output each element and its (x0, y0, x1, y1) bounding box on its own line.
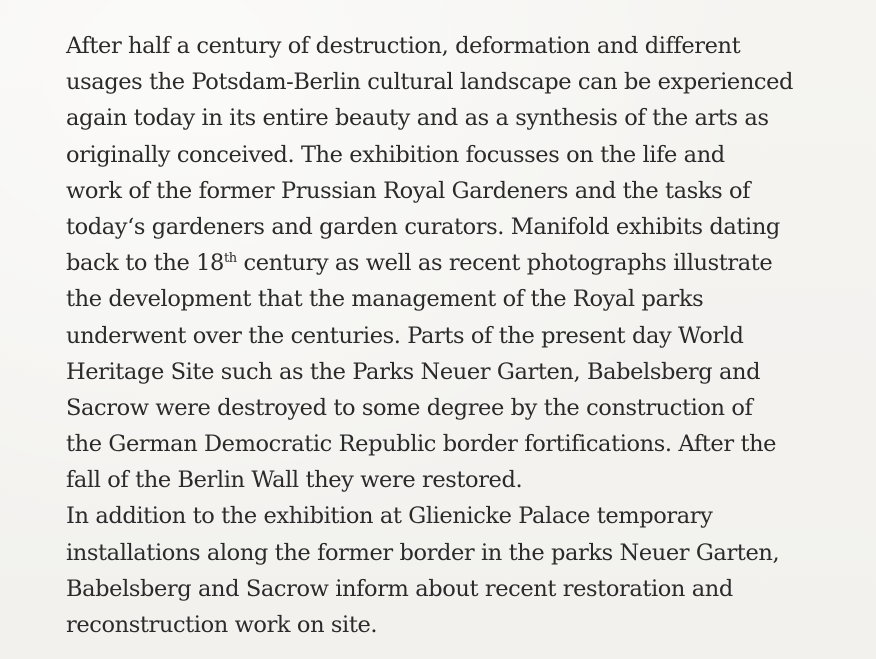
text-line: installations along the former border in the parks Neuer Garten, (66, 539, 780, 566)
text-line: Heritage Site such as the Parks Neuer Garten, Babelsberg and (66, 358, 761, 385)
text-line: work of the former Prussian Royal Gardeners and the tasks of (66, 177, 751, 204)
text-line: usages the Potsdam-Berlin cultural landscape can be experienced (66, 69, 794, 96)
body-text (66, 28, 856, 643)
text-line: fall of the Berlin Wall they were restored. (66, 467, 523, 494)
text-line: originally conceived. The exhibition focusses on the life and (66, 141, 725, 168)
text-segment: back to the 18 (66, 250, 224, 277)
text-line: the development that the management of the Royal parks (66, 286, 704, 313)
text-line: the German Democratic Republic border fortifications. After the (66, 431, 777, 458)
text-line: After half a century of destruction, deformation and different (66, 33, 741, 59)
text-line: In addition to the exhibition at Glienicke Palace temporary (66, 503, 713, 530)
text-line: reconstruction work on site. (66, 612, 378, 638)
text-line: Sacrow were destroyed to some degree by the construction of (66, 394, 753, 421)
text-line-with-superscript (66, 245, 856, 281)
text-line: underwent over the centuries. Parts of the present day World (66, 322, 744, 349)
text-line: Babelsberg and Sacrow inform about recent restoration and (66, 575, 733, 602)
text-line: today‘s gardeners and garden curators. Manifold exhibits dating (66, 213, 780, 240)
superscript-th: th (223, 251, 237, 267)
text-segment: century as well as recent photographs illustrate (236, 250, 773, 277)
text-line: again today in its entire beauty and as a synthesis of the arts as (66, 105, 769, 132)
